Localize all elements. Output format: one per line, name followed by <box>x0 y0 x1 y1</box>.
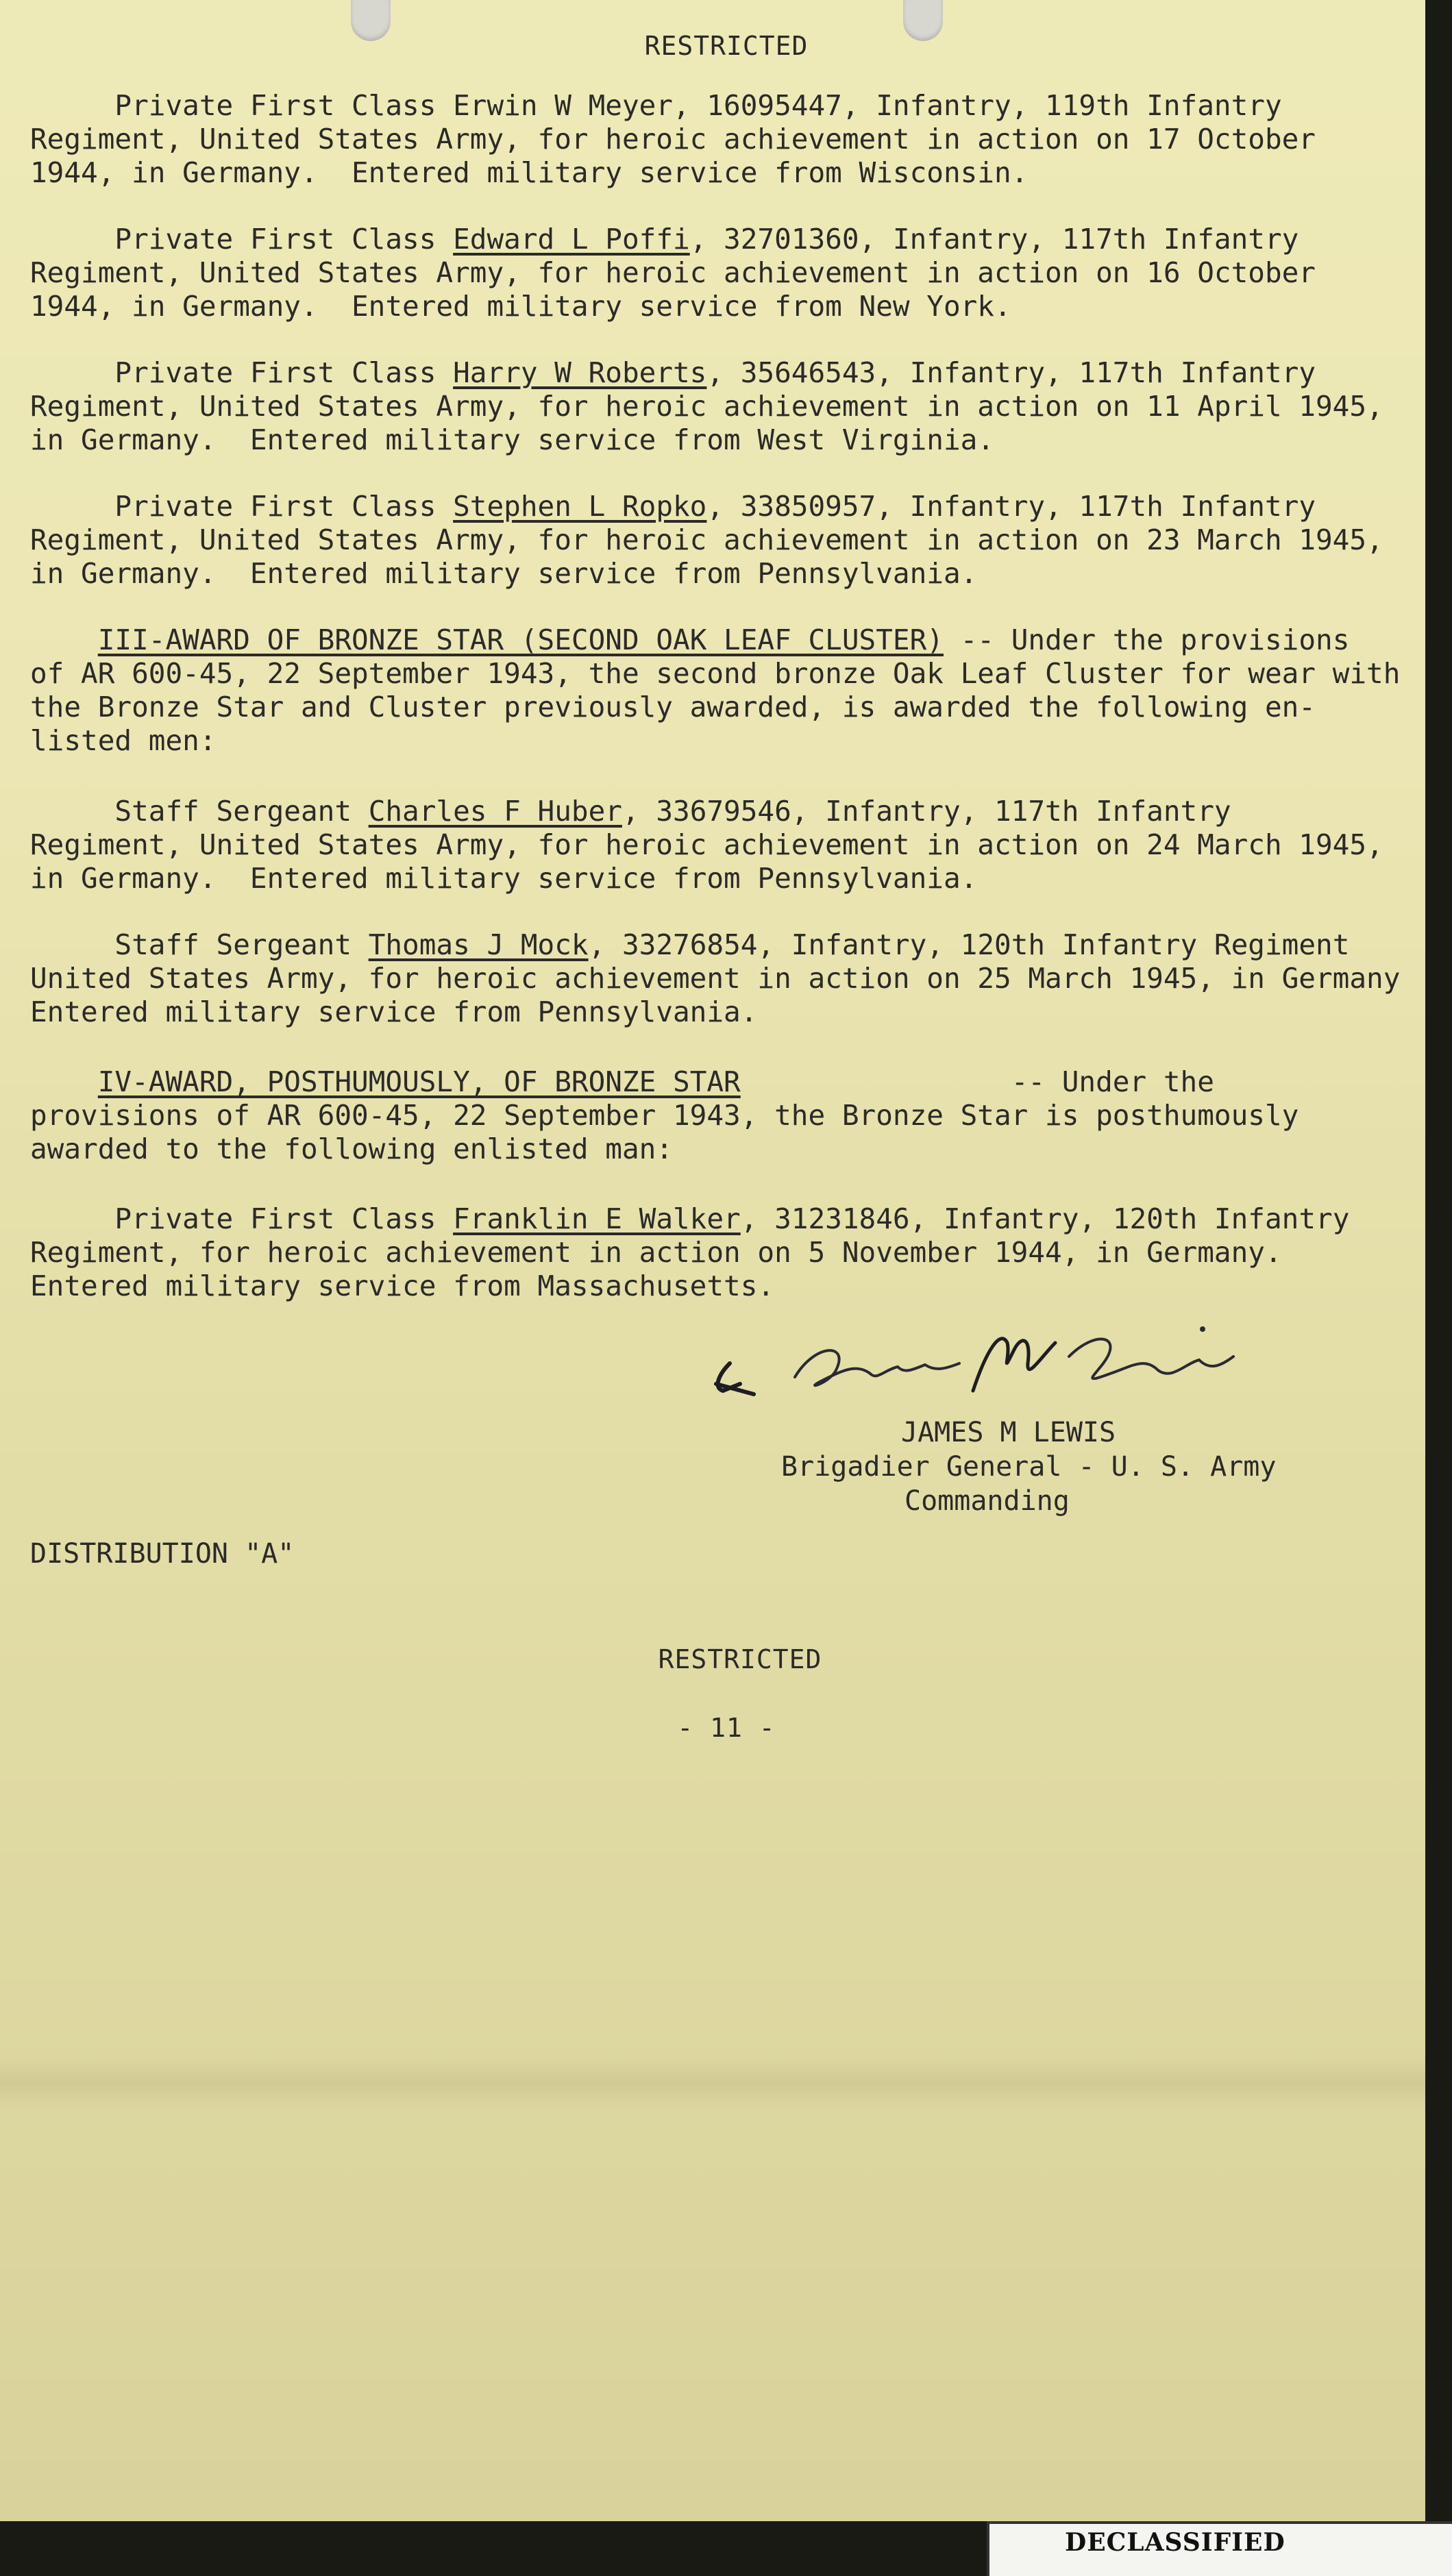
section-iv: IV-AWARD, POSTHUMOUSLY, OF BRONZE STAR -- Under the provisions of AR 600-45, 22 September 1943, the Bronze Star is posthumously awarded to the following enlisted man: <box>30 1065 1299 1165</box>
signatory-name: JAMES M LEWIS <box>901 1417 1116 1448</box>
signatory-role: Commanding <box>905 1485 1070 1517</box>
section-iv-heading: IV-AWARD, POSTHUMOUSLY, OF BRONZE STAR <box>97 1065 741 1098</box>
recipient-name: Stephen L Ropko <box>453 490 707 523</box>
classification-header: RESTRICTED <box>644 31 809 61</box>
stamp-label: DECLASSIFIED <box>1065 2528 1285 2557</box>
classification-footer: RESTRICTED <box>658 1644 822 1674</box>
signatory-rank: Brigadier General - U. S. Army <box>781 1451 1277 1483</box>
citation-walker: Private First Class Franklin E Walker, 31231846, Infantry, 120th Infantry Regiment, for heroic achievement in action on 5 November 1944, in Germany. Entered military service from Massachusetts. <box>30 1202 1350 1302</box>
citation-mock: Staff Sergeant Thomas J Mock, 33276854, Infantry, 120th Infantry Regiment United States Army, for heroic achievement in action on 25 March 1945, in Germany Entered military service from Pennsylvania. <box>30 928 1401 1028</box>
distribution-line: DISTRIBUTION "A" <box>30 1538 295 1570</box>
page-number: - 11 - <box>677 1713 776 1743</box>
recipient-name: Edward L Poffi <box>453 223 690 256</box>
recipient-name: Charles F Huber <box>368 795 622 828</box>
section-iii-heading: III-AWARD OF BRONZE STAR (SECOND OAK LEAF CLUSTER) <box>97 623 944 656</box>
handwritten-signature <box>699 1315 1288 1418</box>
citation-roberts: Private First Class Harry W Roberts, 35646543, Infantry, 117th Infantry Regiment, United States Army, for heroic achievement in action on 11 April 1945, in Germany. Entered military service from West Virginia. <box>30 356 1383 456</box>
declassified-stamp <box>987 2521 1452 2576</box>
citation-meyer: Private First Class Erwin W Meyer, 16095447, Infantry, 119th Infantry Regiment, United States Army, for heroic achievement in action on 17 October 1944, in Germany. Entered military service from Wisconsin. <box>30 89 1316 189</box>
recipient-name: Franklin E Walker <box>453 1202 741 1235</box>
citation-poffi: Private First Class Edward L Poffi, 32701360, Infantry, 117th Infantry Regiment, United States Army, for heroic achievement in action on 16 October 1944, in Germany. Entered military service from New York. <box>30 223 1316 323</box>
recipient-name: Thomas J Mock <box>368 928 589 961</box>
section-iii: III-AWARD OF BRONZE STAR (SECOND OAK LEAF CLUSTER) -- Under the provisions of AR 600-45, 22 September 1943, the second bronze Oak Leaf Cluster for wear with the Bronze Star and Cluster previously awarded, is awarded the following en- listed men: <box>30 623 1401 757</box>
recipient-name: Harry W Roberts <box>453 356 707 389</box>
citation-huber: Staff Sergeant Charles F Huber, 33679546, Infantry, 117th Infantry Regiment, United States Army, for heroic achievement in action on 24 March 1945, in Germany. Entered military service from Pennsylvania. <box>30 795 1383 895</box>
paper-fold <box>0 2055 1425 2110</box>
citation-ropko: Private First Class Stephen L Ropko, 33850957, Infantry, 117th Infantry Regiment, United States Army, for heroic achievement in action on 23 March 1945, in Germany. Entered military service from Pennsylvania. <box>30 490 1383 590</box>
